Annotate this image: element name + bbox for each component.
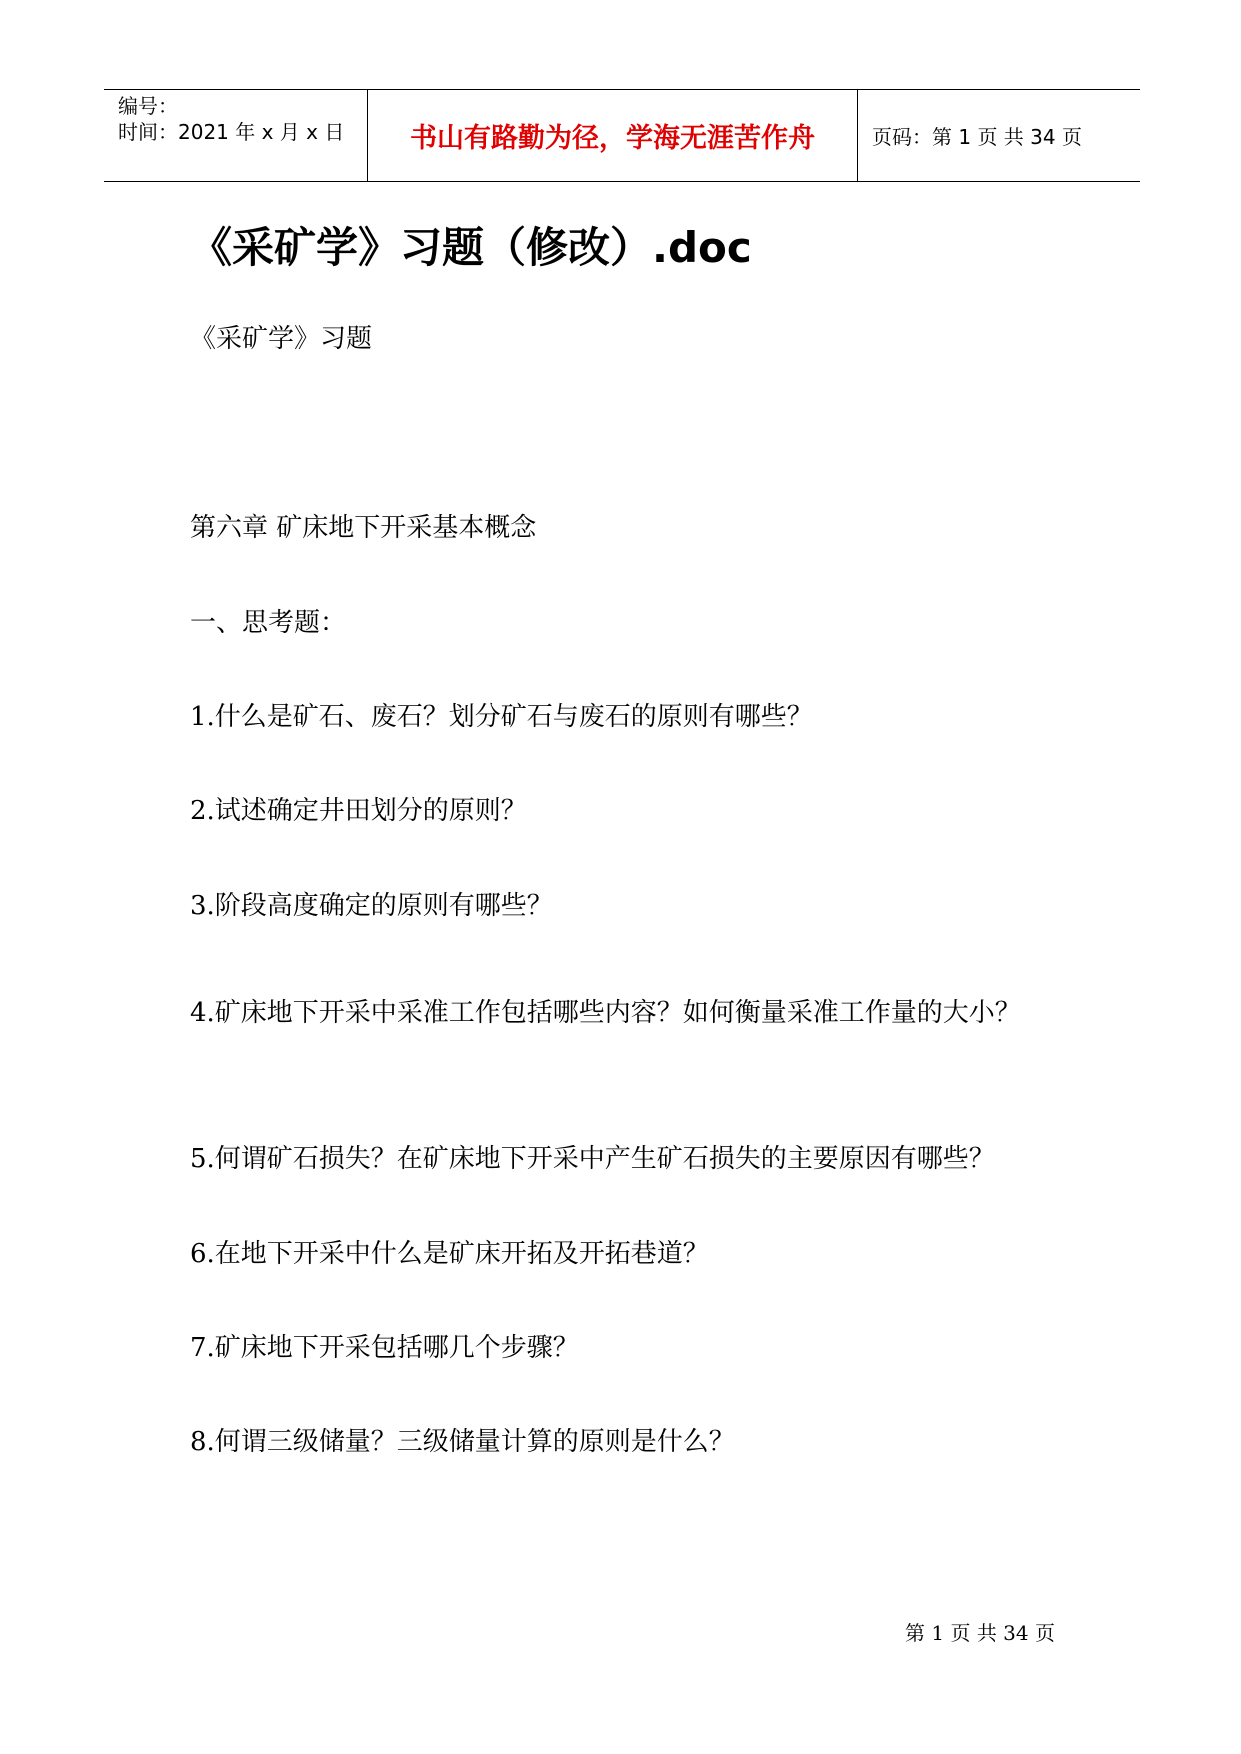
question-item: 2.试述确定井田划分的原则？ xyxy=(190,796,527,826)
document-date-label: 时间：2021 年 x 月 x 日 xyxy=(118,120,345,144)
question-item: 8.何谓三级储量？三级储量计算的原则是什么？ xyxy=(190,1427,735,1457)
document-subtitle: 《采矿学》习题 xyxy=(190,324,373,354)
header-right-cell xyxy=(858,90,1140,181)
page-header xyxy=(104,89,1140,182)
question-item: 3.阶段高度确定的原则有哪些？ xyxy=(190,891,553,921)
header-motto: 书山有路勤为径，学海无涯苦作舟 xyxy=(410,123,815,154)
question-item: 6.在地下开采中什么是矿床开拓及开拓巷道？ xyxy=(190,1239,709,1269)
chapter-heading: 第六章 矿床地下开采基本概念 xyxy=(190,513,537,543)
header-page-info: 页码：第 1 页 共 34 页 xyxy=(872,125,1082,149)
document-number-label: 编号： xyxy=(118,94,178,118)
section-heading: 一、思考题： xyxy=(190,608,347,638)
page-footer: 第 1 页 共 34 页 xyxy=(905,1621,1055,1645)
document-title: 《采矿学》习题（修改）.doc xyxy=(190,223,752,272)
question-item: 1.什么是矿石、废石？划分矿石与废石的原则有哪些？ xyxy=(190,702,813,732)
question-item: 4.矿床地下开采中采准工作包括哪些内容？如何衡量采准工作量的大小？ xyxy=(190,998,1021,1028)
question-item: 7.矿床地下开采包括哪几个步骤？ xyxy=(190,1333,579,1363)
header-middle-cell xyxy=(368,90,858,181)
question-item: 5.何谓矿石损失？在矿床地下开采中产生矿石损失的主要原因有哪些？ xyxy=(190,1144,995,1174)
header-left-cell xyxy=(104,90,368,181)
